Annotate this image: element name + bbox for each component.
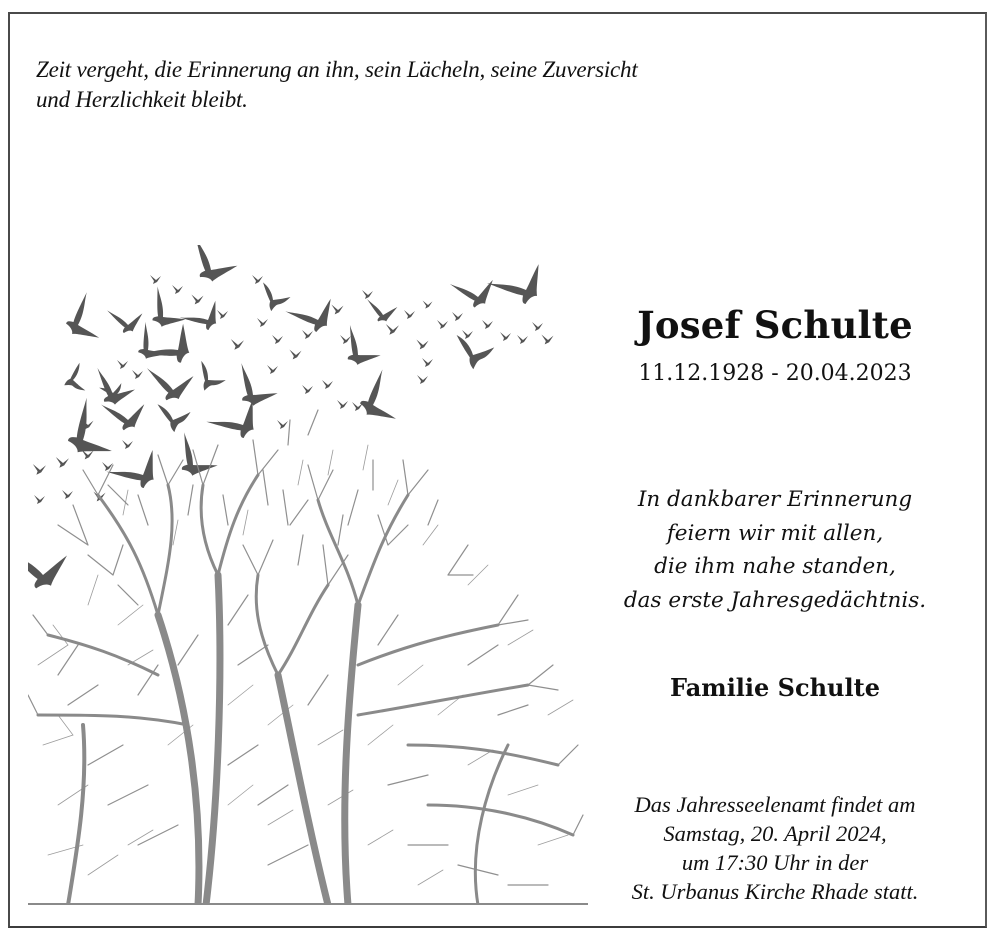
service-announcement	[590, 790, 960, 906]
bare-tree	[28, 410, 588, 905]
service-line: St. Urbanus Kirche Rhade statt.	[631, 879, 919, 904]
bird-flock	[28, 245, 553, 592]
service-line: Samstag, 20. April 2024,	[663, 821, 887, 846]
family-signature: Familie Schulte	[670, 673, 880, 702]
quote-line: Zeit vergeht, die Erinnerung an ihn, sein Lächeln, seine Zuversicht	[36, 57, 638, 82]
deceased-name: Josef Schulte	[637, 303, 913, 347]
birds-and-tree-illustration	[28, 245, 588, 905]
quote-line: und Herzlichkeit bleibt.	[36, 87, 248, 112]
memorial-verse	[590, 483, 960, 617]
memorial-quote	[36, 55, 796, 115]
verse-line: die ihm nahe standen,	[654, 554, 896, 579]
service-line: Das Jahresseelenamt findet am	[634, 792, 916, 817]
verse-line: In dankbarer Erinnerung	[637, 487, 913, 512]
life-dates: 11.12.1928 - 20.04.2023	[638, 361, 912, 386]
service-line: um 17:30 Uhr in der	[681, 850, 869, 875]
verse-line: feiern wir mit allen,	[666, 520, 884, 546]
verse-line: das erste Jahresgedächtnis.	[623, 587, 927, 613]
